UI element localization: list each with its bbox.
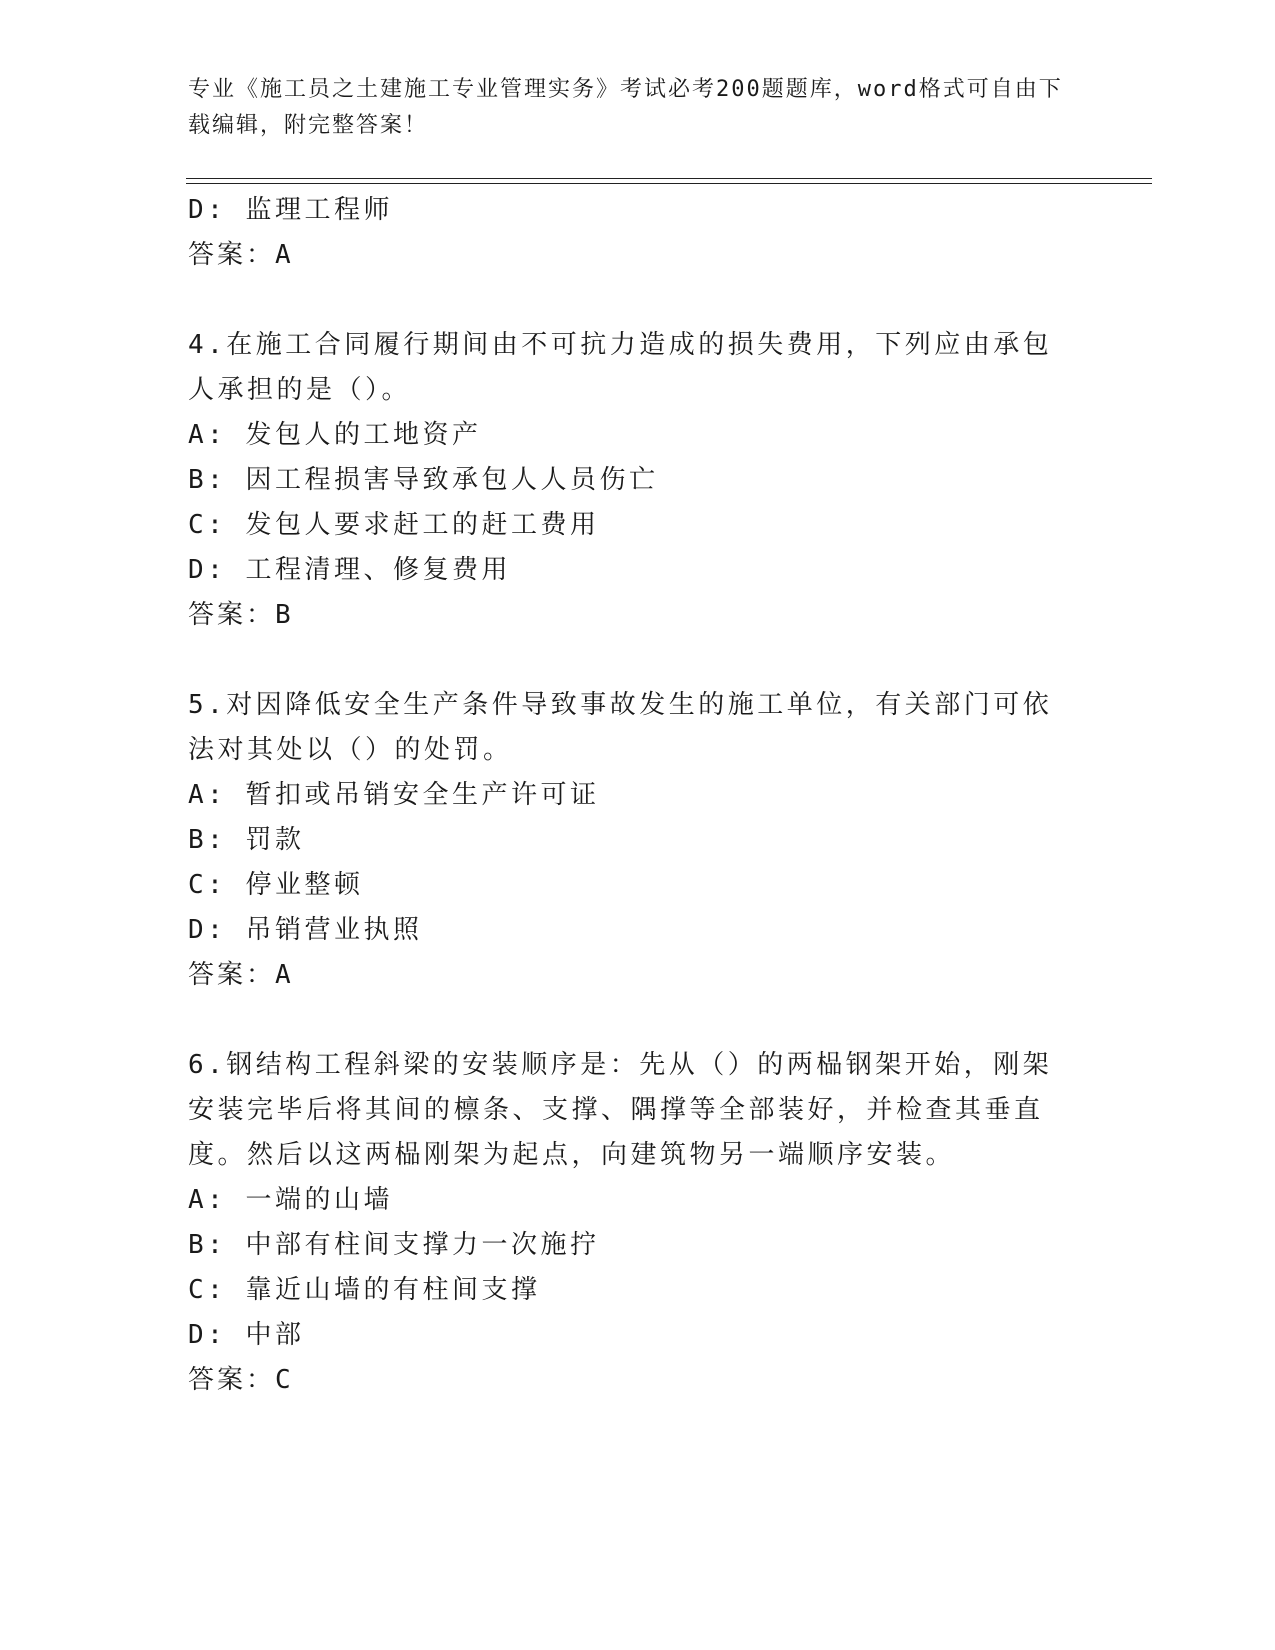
option-b: B: 罚款: [188, 825, 305, 855]
answer-label: 答案：: [188, 1365, 276, 1395]
option-d: D: 吊销营业执照: [188, 915, 423, 945]
answer-label: 答案：: [188, 960, 276, 990]
question-4: [188, 323, 1068, 638]
document-header: [188, 72, 1068, 144]
option-d: D: 中部: [188, 1320, 305, 1350]
question-stem: 4.在施工合同履行期间由不可抗力造成的损失费用，下列应由承包人承担的是（）。: [188, 330, 1053, 405]
answer-label: 答案：: [188, 600, 276, 630]
question-stem: 6.钢结构工程斜梁的安装顺序是：先从（）的两榀钢架开始，刚架安装完毕后将其间的檩条、支撑、隅撑等全部装好，并检查其垂直度。然后以这两榀刚架为起点，向建筑物另一端顺序安装。: [188, 1050, 1053, 1170]
header-rule-top: [186, 178, 1152, 179]
option-d: D: 监理工程师: [188, 195, 393, 225]
header-text: 专业《施工员之土建施工专业管理实务》考试必考200题题库，word格式可自由下载编辑，附完整答案！: [188, 77, 1063, 138]
answer-line: [188, 233, 1068, 278]
answer-value: A: [275, 240, 294, 270]
option-b: B: 因工程损害导致承包人人员伤亡: [188, 465, 659, 495]
answer-value: B: [275, 600, 294, 630]
question-stem: 5.对因降低安全生产条件导致事故发生的施工单位，有关部门可依法对其处以（）的处罚。: [188, 690, 1053, 765]
option-c: C: 停业整顿: [188, 870, 364, 900]
option-d: D: 工程清理、修复费用: [188, 555, 511, 585]
answer-value: C: [275, 1365, 294, 1395]
answer-line: [188, 1358, 1068, 1403]
answer-value: A: [275, 960, 294, 990]
question-6: [188, 1043, 1068, 1403]
question-5: [188, 683, 1068, 998]
option-a: A: 暂扣或吊销安全生产许可证: [188, 780, 600, 810]
answer-line: [188, 593, 1068, 638]
option-a: A: 一端的山墙: [188, 1185, 393, 1215]
answer-label: 答案：: [188, 240, 276, 270]
option-a: A: 发包人的工地资产: [188, 420, 482, 450]
header-rule-bottom: [186, 183, 1152, 184]
option-c: C: 靠近山墙的有柱间支撑: [188, 1275, 541, 1305]
option-c: C: 发包人要求赶工的赶工费用: [188, 510, 600, 540]
question-list: [188, 188, 1068, 1403]
option-b: B: 中部有柱间支撑力一次施拧: [188, 1230, 600, 1260]
answer-line: [188, 953, 1068, 998]
